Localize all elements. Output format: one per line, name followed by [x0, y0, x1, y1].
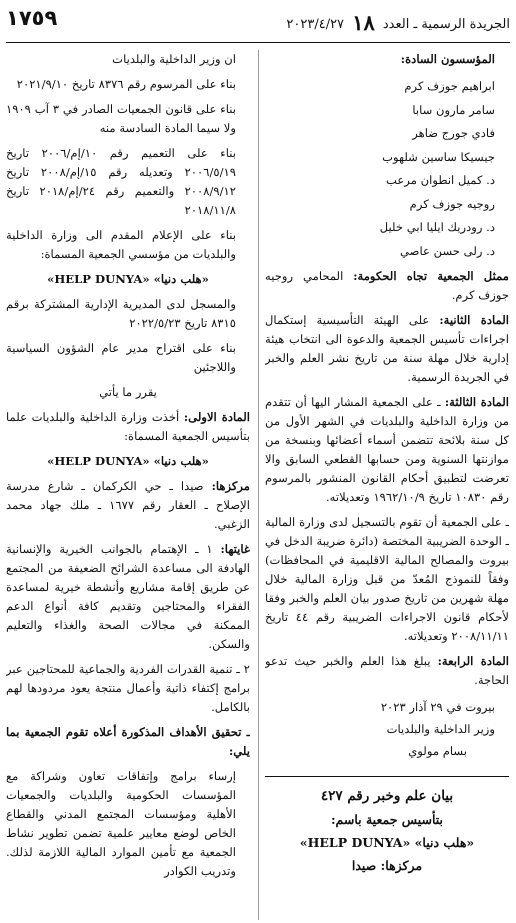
article-1-label: المادة الاولى: [183, 410, 250, 424]
notice-title: بيان علم وخبر رقم ٤٢٧ [320, 788, 454, 804]
article-1-text: أخذت وزارة الداخلية والبلديات علما بتأسيس الجمعية المسماة: [6, 410, 250, 443]
notice-subtitle: بتأسيس جمعية باسم: [330, 812, 444, 827]
representative-value: المحامي روجيه جوزف كرم. [265, 269, 509, 302]
article-3-label: المادة الثالثة: [444, 395, 509, 409]
issue-date: ٢٠٢٣/٤/٢٧ [286, 17, 345, 32]
notice-headquarters: مركزها: صيدا [351, 858, 423, 873]
goals [6, 540, 250, 654]
headquarters [6, 477, 250, 534]
founder-item: ابراهيم جوزف كرم [404, 79, 495, 93]
founder-item: د. رلى حسن عاصي [400, 243, 495, 258]
minister-title: وزير الداخلية والبلديات [386, 722, 495, 736]
article-1 [6, 408, 250, 446]
headquarters-text: صيدا ـ حي الكركمان ـ شارع مدرسة الإصلاح ـ العقار رقم ١٦٧٧ ـ ملك جهاد محمد الزغبي. [6, 479, 250, 531]
place-date: بيروت في ٢٩ آذار ٢٠٢٣ [380, 700, 495, 714]
founders-heading: المؤسسون السادة: [400, 52, 495, 66]
headquarters-label: مركزها: [211, 479, 250, 493]
article-2-text: على الهيئة التأسيسية إستكمال اجراءات تأسيس الجمعية والدعوة الى انتخاب هيئة إدارية خلال مهلة سنة من تاريخ نشر العلم والخبر في الجريدة الرسمية. [265, 313, 509, 384]
association-name: «هلب دنيا» «HELP DUNYA» [47, 272, 209, 286]
section-separator [265, 776, 509, 777]
page-header [6, 0, 510, 43]
page-number: ١٧٥٩ [6, 6, 58, 30]
representative-label: ممثل الجمعية تجاه الحكومة: [353, 269, 509, 283]
founders-list [265, 75, 509, 263]
government-representative [265, 267, 509, 305]
article-3 [265, 393, 509, 507]
article-2-label: المادة الثانية: [439, 313, 509, 327]
intro-line: ان وزير الداخلية والبلديات [112, 52, 236, 66]
article-3-text-2: ـ على الجمعية أن تقوم بالتسجيل لدى وزارة المالية ـ الوحدة الضريبية المختصة (دائرة ضريبة الدخل في بيروت والمصالح المالية الاقليمية في المحافظات) وفقاً للنموذج المُعدّ من قبل وزارة المالية خلال مهلة شهرين من تاريخ صدور بيان العلم والخبر وفقا لأحكام قانون الاجراءات الضريبية رقم ٤٤ تاريخ ٢٠٠٨/١١/١١ وتعديلاته. [265, 515, 509, 643]
article-2 [265, 311, 509, 387]
goals-label: غايتها: [220, 542, 250, 556]
basis-2: بناء على قانون الجمعيات الصادر في ٣ آب ١٩٠٩ ولا سيما المادة السادسة منه [6, 102, 236, 135]
founder-item: د. كميل انطوان مرعب [386, 173, 495, 187]
publication-line [286, 10, 510, 35]
founder-item: روجيه جوزف كرم [409, 196, 495, 211]
column-divider [258, 50, 259, 920]
founder-item: جيسيكا ساسين شلهوب [382, 149, 495, 164]
decides-line: يقرر ما يأتي [99, 385, 157, 399]
association-name-2: «هلب دنيا» «HELP DUNYA» [47, 454, 209, 468]
publication-title: الجريدة الرسمية ـ العدد [382, 17, 510, 32]
article-4 [265, 652, 509, 690]
means-heading: ـ تحقيق الأهداف المذكورة أعلاه تقوم الجمعية بما يلي: [6, 725, 250, 758]
basis-4: بناء على الإعلام المقدم الى وزارة الداخلية والبلديات من مؤسسي الجمعية المسماة: [6, 228, 236, 261]
founder-item: فادي جورج ضاهر [412, 126, 495, 140]
notice-association-name: «هلب دنيا» «HELP DUNYA» [299, 835, 475, 850]
founder-item: د. رودريك ايليا ابي خليل [379, 220, 495, 234]
minister-name: بسام مولوي [408, 744, 467, 758]
basis-1: بناء على المرسوم رقم ٨٣٧٦ تاريخ ٢٠٢١/٩/١٠ [16, 77, 236, 91]
article-3-text: ـ على الجمعية المشار اليها أن تتقدم من وزارة الداخلية والبلديات في الشهر الأول من كل سنة بلائحة تتضمن أسماء أعضائها وبنسخة من موازنتها السنوية ومن حسابها القطعي السابق والا تعرضت لتطبيق أحكام القانون المنشور بالمرسوم رقم ١٠٨٣٠ تاريخ ١٩٦٢/١٠/٩ وتعديلاته. [265, 395, 509, 504]
goal-2: ٢ ـ تنمية القدرات الفردية والجماعية للمحتاجين عبر برامج إكتفاء ذاتية وأعمال منتجة يعود مردودها لهم بالكامل. [6, 662, 250, 714]
means-1: إرساء برامج وإتفاقات تعاون وشراكة مع المؤسسات الحكومية والبلديات والجمعيات الأهلية ومؤسسات المجتمع المدني والقطاع الخاص لوضع معايير علمية تضمن تطوير نشاط الجمعية مع تأمين الموارد المالية اللازمة لذلك. وتدريب الكوادر [6, 769, 236, 878]
signature-block [265, 696, 509, 762]
article-4-label: المادة الرابعة: [437, 654, 509, 668]
goal-1: ١ ـ الإهتمام بالجوانب الخيرية والإنسانية الهادفة الى مساعدة الشرائح الضعيفة من المجتمع عن طريق إقامة مشاريع وأنشطة خيرية لمساعدة الفقراء والمحتاجين وتقديم كافة أنواع الدعم الممكنة في مجالات الصحة والغذاء والتعليم والسكن. [6, 542, 250, 651]
left-column [6, 50, 250, 920]
basis-5: بناء على اقتراح مدير عام الشؤون السياسية واللاجئين [6, 341, 236, 374]
right-column [265, 50, 509, 920]
issue-number: ١٨ [352, 10, 375, 35]
basis-3: بناء على التعميم رقم ١٠/إم/٢٠٠٦ تاريخ ٢٠٠٦/٥/١٩ وتعديله رقم ١٥/إم/٢٠٠٨ تاريخ ٢٠٠٨/٩/١٢ والتعميم رقم ٢٤/إم/٢٠١٨ تاريخ ٢٠١٨/١١/٨ [6, 146, 236, 217]
founder-item: سامر مارون سابا [412, 102, 495, 117]
registration-line: والمسجل لدى المديرية الإدارية المشتركة برقم ٨٣١٥ تاريخ ٢٠٢٢/٥/٢٣ [6, 297, 236, 330]
article-4-text: يبلغ هذا العلم والخبر حيث تدعو الحاجة. [265, 654, 509, 687]
